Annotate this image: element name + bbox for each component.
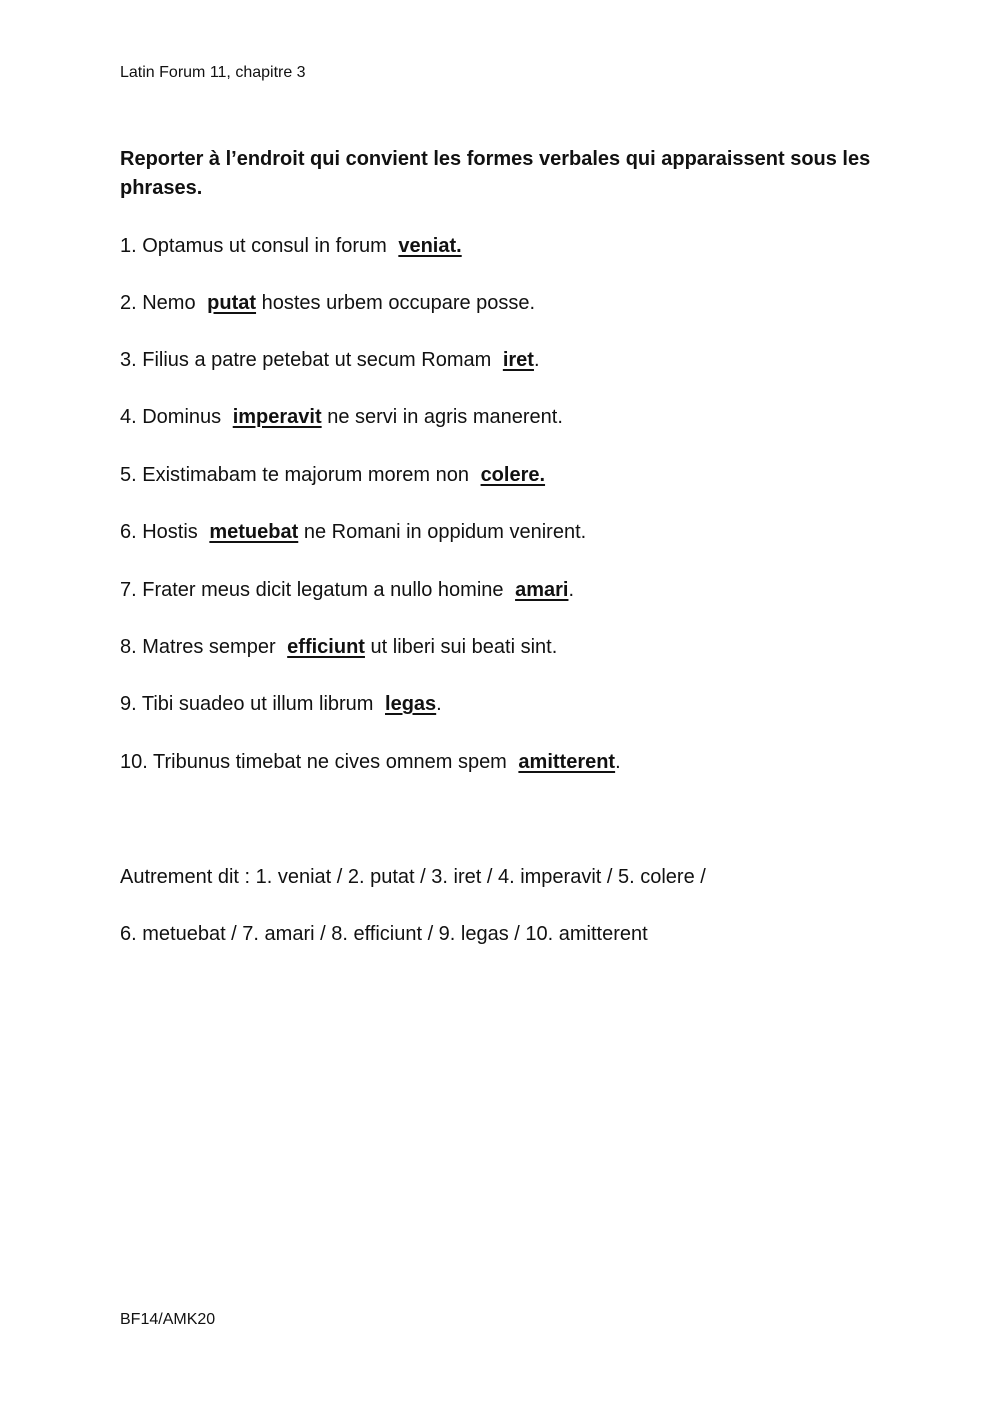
sentence-5 [120, 461, 545, 489]
verb-answer: imperavit [232, 406, 322, 428]
sentence-text: . [533, 349, 540, 371]
sentence-2 [120, 289, 535, 317]
sentence-text: 8. Matres semper [120, 636, 282, 658]
sentence-text: 5. Existimabam te majorum morem non [120, 464, 475, 486]
sentence-10 [120, 748, 621, 776]
summary-line-1: Autrement dit : 1. veniat / 2. putat / 3. iret / 4. imperavit / 5. colere / [120, 866, 706, 888]
sentence-text: . [615, 751, 621, 773]
verb-answer: amari [515, 579, 569, 601]
sentence-text: 10. Tribunus timebat ne cives omnem spem [120, 751, 513, 773]
sentence-text: ut liberi sui beati sint. [364, 636, 558, 658]
verb-answer: metuebat [209, 521, 299, 543]
sentence-text: 3. Filius a patre petebat ut secum Romam [120, 349, 497, 371]
sentence-text: 4. Dominus [120, 406, 227, 428]
verb-answer: colere. [480, 464, 546, 486]
sentence-text: 7. Frater meus dicit legatum a nullo homine [120, 579, 510, 601]
sentence-7 [120, 576, 574, 604]
verb-answer: legas [385, 693, 437, 715]
verb-answer: efficiunt [287, 636, 365, 658]
sentence-6 [120, 518, 586, 546]
sentence-8 [120, 633, 557, 661]
document-header: Latin Forum 11, chapitre 3 [120, 64, 306, 81]
sentence-text: hostes urbem occupare posse. [256, 292, 536, 314]
sentence-text: 1. Optamus ut consul in forum [120, 235, 393, 257]
summary-line-2: 6. metuebat / 7. amari / 8. efficiunt / 9. legas / 10. amitterent [120, 923, 648, 945]
verb-answer: putat [207, 292, 257, 314]
sentence-text: ne Romani in oppidum venirent. [298, 521, 587, 543]
sentence-text: ne servi in agris manerent. [321, 406, 563, 428]
sentence-text: 6. Hostis [120, 521, 204, 543]
sentence-1 [120, 232, 462, 260]
sentence-text: 9. Tibi suadeo ut illum librum [120, 693, 380, 715]
verb-answer: veniat. [398, 235, 462, 257]
sentence-4 [120, 403, 563, 431]
sentence-9 [120, 690, 442, 718]
sentence-text: . [568, 579, 575, 601]
exercise-instruction: Reporter à l’endroit qui convient les formes verbales qui apparaissent sous les phrases. [120, 148, 871, 199]
sentence-3 [120, 346, 540, 374]
sentence-text: . [436, 693, 442, 715]
verb-answer: iret [502, 349, 534, 371]
verb-answer: amitterent [518, 751, 616, 773]
document-footer: BF14/AMK20 [120, 1311, 216, 1328]
sentence-text: 2. Nemo [120, 292, 202, 314]
